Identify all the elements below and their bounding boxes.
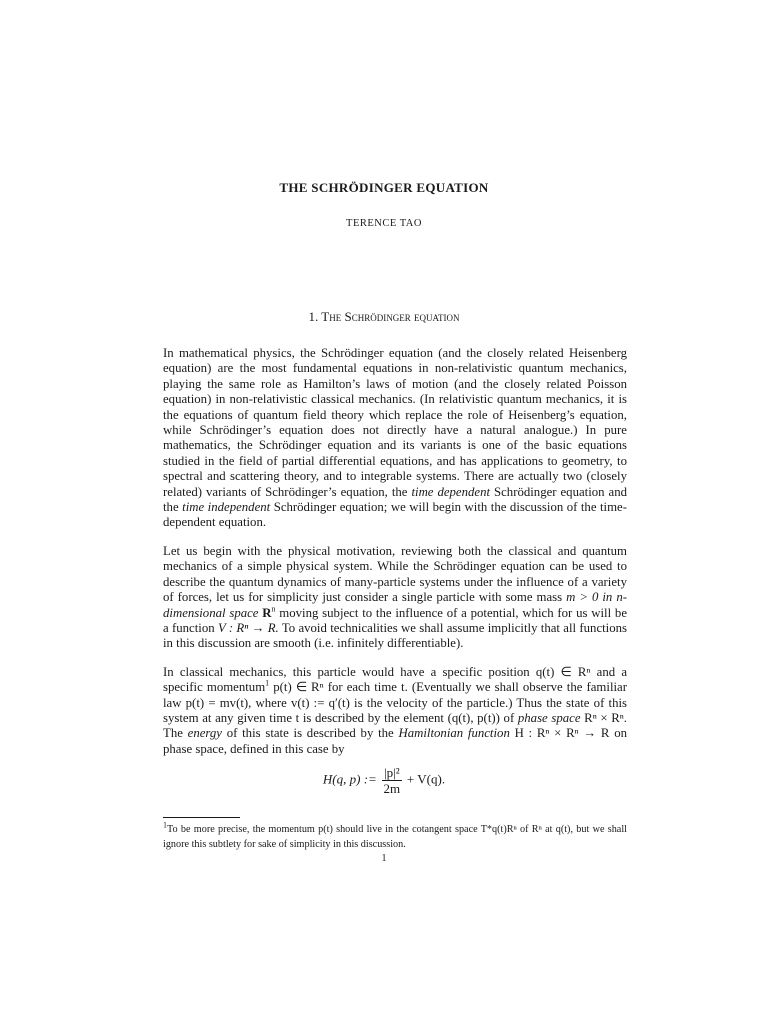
paper-author: TERENCE TAO <box>346 218 422 229</box>
paragraph-1: In mathematical physics, the Schrödinger equation (and the closely related Heisenberg equation) are the most fundamental equations in non-relativistic quantum mechanics, playing the same role as Hamilton’s laws of motion (and the closely related Poisson equation) in non-relativistic classical mechanics. (In relativistic quantum mechanics, it is the equations of quantum field theory which replace the role of Heisenberg’s equation, while Schrödinger’s equation does not directly have a natural analogue.) In pure mathematics, the Schrödinger equation and its variants is one of the basic equations studied in the field of partial differential equations, and has applications to geometry, to spectral and scattering theory, and to integrable systems. There are actually two (closely related) variants of Schrödinger’s equation, the time dependent Schrödinger equation and the time independent Schrödinger equation; we will begin with the discussion of the time-dependent equation. <box>163 346 628 530</box>
equation-fraction: $\frac{\text{|p|²}}{2m}$ <box>383 765 401 796</box>
term-energy: energy <box>187 726 222 741</box>
term-time-dependent: time dependent <box>411 484 491 499</box>
term-time-independent: time independent <box>182 500 271 515</box>
body-text <box>163 346 627 770</box>
footnote-text: To be more precise, the momentum p(t) should live in the cotangent space T*q(t)Rⁿ of Rⁿ at q(t), but we shall ignore this subtlety for sake of simplicity in this discussion. <box>163 824 627 850</box>
footnote-marker: 1 <box>265 678 270 688</box>
paragraph-3: In classical mechanics, this particle would have a specific position q(t) ∈ Rⁿ and a specific momentum$^1$ p(t) ∈ Rⁿ for each time t. (Eventually we shall observe the familiar law p(t) = mv(t), where v(t) := q′(t) is the velocity of the particle.) Thus the state of this system at any given time t is described by the element (q(t), p(t)) of phase space Rⁿ × Rⁿ. The energy of this state is described by the Hamiltonian function H : Rⁿ × Rⁿ → R on phase space, defined in this case by <box>163 664 628 756</box>
term-hamiltonian-function: Hamiltonian function <box>398 726 510 741</box>
term-phase-space: phase space <box>517 710 581 725</box>
section-heading: 1. The Schrödinger equation <box>308 309 460 324</box>
paragraph-2: Let us begin with the physical motivation, reviewing both the classical and quantum mechanics of a simple physical system. While the Schrödinger equation can be used to describe the quantum dynamics of many-particle systems under the influence of a variety of forces, let us for simplicity just consider a single particle with some mass m > 0 in n-dimensional space $R^n$ moving subject to the influence of a potential, which for us will be a function V : Rⁿ → R. To avoid technicalities we shall assume implicitly that all functions in this discussion are smooth (i.e. infinitely differentiable). <box>163 543 628 651</box>
footnote: $^1$To be more precise, the momentum p(t) should live in the cotangent space T*q(t)Rⁿ of Rⁿ at q(t), but we shall ignore this subtlety for sake of simplicity in this discussion. <box>163 820 627 850</box>
page-number: 1 <box>381 853 387 864</box>
paper-title: THE SCHRÖDINGER EQUATION <box>279 180 489 195</box>
hamiltonian-equation: H(q, p) := $\frac{\text{|p|²}}{2m}$ + V(q). <box>322 765 446 796</box>
footnote-rule <box>163 817 240 818</box>
